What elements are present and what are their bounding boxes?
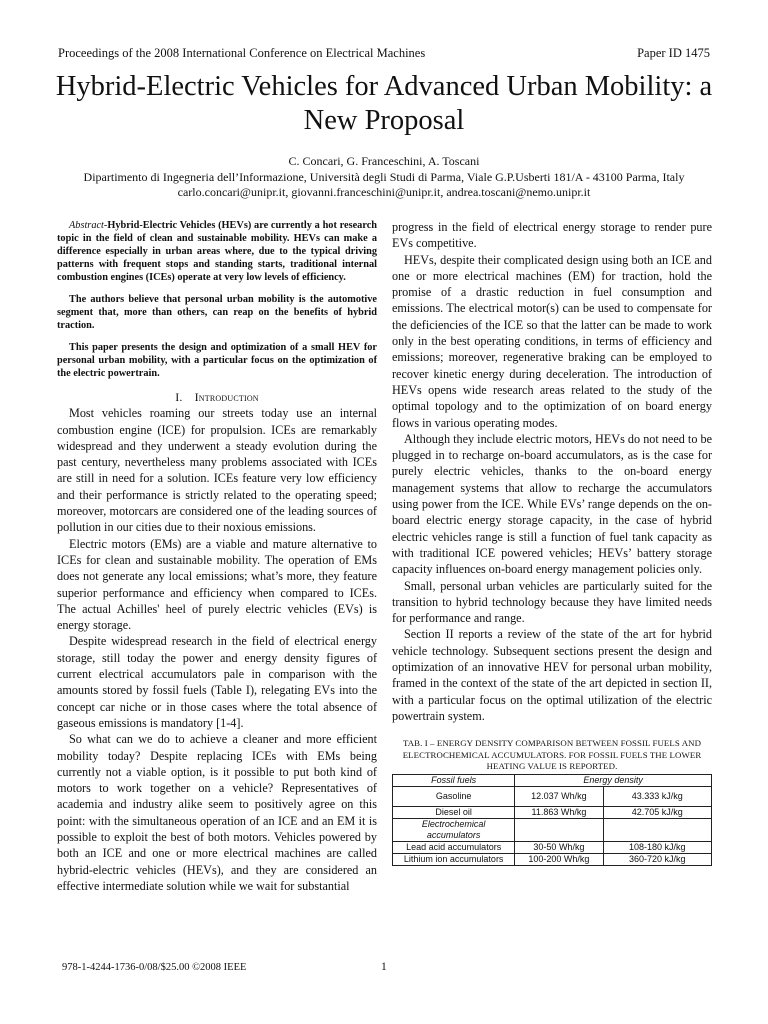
affiliation: Dipartimento di Ingegneria dell’Informazione, Università degli Studi di Parma, Viale G.P.Usberti 181/A - 43100 Parma, Italy xyxy=(83,170,685,184)
section-heading xyxy=(57,389,377,405)
table-header-row xyxy=(393,775,712,787)
paper-id: Paper ID 1475 xyxy=(637,46,710,60)
authors: C. Concari, G. Franceschini, A. Toscani xyxy=(288,154,480,168)
body-paragraph: Most vehicles roaming our streets today use an internal combustion engine (ICE) for propulsion. ICEs are remarkably widespread and they underwent a steady evolution during the past century, nevertheless many problems associated with ICEs are still in need for a solution. ICEs feature very low efficiency and their performance is strictly related to the operating speed; moreover, motorcars are considered one of the leading sources of pollution in our cities due to their noxious emissions. xyxy=(57,406,377,535)
abstract-paragraph: The authors believe that personal urban mobility is the automotive segment that, more than others, can reap on the benefits of hybrid traction. xyxy=(57,294,377,331)
right-column xyxy=(392,219,712,724)
table-cell: 100-200 Wh/kg xyxy=(515,854,603,866)
table-subheader-cell: Electrochemical accumulators xyxy=(393,819,515,842)
author-emails: carlo.concari@unipr.it, giovanni.franceschini@unipr.it, andrea.toscani@nemo.unipr.it xyxy=(177,185,591,199)
body-paragraph: Electric motors (EMs) are a viable and mature alternative to ICEs for clean and sustainable mobility. The operation of EMs does not generate any local emissions; what’s more, they feature superior performance and efficiency when compared to ICEs. The actual Achilles' heel of purely electric vehicles (EVs) is energy storage. xyxy=(57,536,377,633)
body-paragraph-continued: progress in the field of electrical energy storage to render pure EVs competitive. xyxy=(392,220,712,251)
copyright-footer: 978-1-4244-1736-0/08/$25.00 ©2008 IEEE xyxy=(62,962,247,973)
section-number: I. xyxy=(175,390,183,404)
table-subheader-row xyxy=(393,819,712,842)
abstract-label: Abstract- xyxy=(69,220,108,231)
proceedings-header: Proceedings of the 2008 International Conference on Electrical Machines xyxy=(58,46,426,60)
table-cell: 12.037 Wh/kg xyxy=(515,787,603,807)
body-paragraph: So what can we do to achieve a cleaner and more efficient mobility today? Despite replacing ICEs with EMs being currently not a viable option, is it possible to put both kind of motors to work together on a vehicle? Representatives of academia and industry alike seem to positively agree on this point: with the simultaneous operation of an ICE and an EM it is possible to exploit the best of both motors. Vehicles powered by both an ICE and one or more electrical machines are called hybrid-electric vehicles (HEVs), and they are considered an effective intermediate solution while we wait for substantial xyxy=(57,732,377,893)
table-row xyxy=(393,807,712,819)
body-paragraph: Section II reports a review of the state of the art for hybrid vehicle technology. Subsequent sections present the design and optimization of an innovative HEV for personal urban mobility, framed in the context of the state of the art depicted in section II, with a particular focus on the optimal utilization of the electric powertrain system. xyxy=(392,627,712,723)
table-header-cell: Fossil fuels xyxy=(393,775,515,787)
table-row xyxy=(393,787,712,807)
abstract-paragraph: Abstract-Hybrid-Electric Vehicles (HEVs) are currently a hot research topic in the field of clean and sustainable mobility. HEVs can make a difference especially in urban areas where, due to the typical driving patterns with frequent stops and standing starts, traditional internal combustion engines (ICEs) operate at very low levels of efficiency. xyxy=(57,220,377,283)
table-cell: 30-50 Wh/kg xyxy=(515,842,603,854)
table-cell: 42.705 kJ/kg xyxy=(603,807,711,819)
section-title: Introduction xyxy=(194,390,259,404)
table-header-cell: Energy density xyxy=(515,775,712,787)
abstract xyxy=(57,219,377,380)
table-row xyxy=(393,842,712,854)
table-cell xyxy=(603,819,711,842)
table-caption: TAB. I – ENERGY DENSITY COMPARISON BETWEEN FOSSIL FUELS AND ELECTROCHEMICAL ACCUMULATORS. FOR FOSSIL FUELS THE LOWER HEATING VALUE IS REPORTED. xyxy=(402,738,702,771)
abstract-paragraph: This paper presents the design and optimization of a small HEV for personal urban mobility, with a particular focus on the optimization of the electric powertrain. xyxy=(57,342,377,379)
body-paragraph: Small, personal urban vehicles are particularly suited for the transition to hybrid technology because they have limited needs for performance and range. xyxy=(392,578,712,626)
table-cell: Diesel oil xyxy=(393,807,515,819)
table-cell: 108-180 kJ/kg xyxy=(603,842,711,854)
table-cell: 11.863 Wh/kg xyxy=(515,807,603,819)
table-cell: 360-720 kJ/kg xyxy=(603,854,711,866)
paper-title: Hybrid-Electric Vehicles for Advanced Urban Mobility: a New Proposal xyxy=(55,71,713,136)
table-cell: Lead acid accumulators xyxy=(393,842,515,854)
body-paragraph: Although they include electric motors, HEVs do not need to be plugged in to recharge on-board accumulators, as is the case for purely electric vehicles, thanks to the on-board energy management systems that allow to recharge the accumulators using power from the ICE. While EVs’ range depends on the on-board electric energy storage capacity, in the case of hybrid electric vehicles range is still a function of fuel tank capacity as with traditional ICE powered vehicles; HEVs’ battery storage capacity influences on-board energy management policies only. xyxy=(392,431,712,577)
table-cell xyxy=(515,819,603,842)
body-paragraph: Despite widespread research in the field of electrical energy storage, still today the power and energy density figures of current electrical accumulators pale in comparison with the amounts stored by fossil fuels (Table I), relegating EVs into the concept car niche or in those cases where the total absence of gaseous emissions is mandatory [1-4]. xyxy=(57,634,377,730)
table-row xyxy=(393,854,712,866)
table-cell: Lithium ion accumulators xyxy=(393,854,515,866)
page-number: 1 xyxy=(381,961,387,973)
body-paragraph: HEVs, despite their complicated design using both an ICE and one or more electrical machines (EM) for traction, hold the promise of a drastic reduction in fuel consumption and emissions. The electrical motor(s) can be used to compensate for the deficiencies of the ICE so that the latter can be made to work only in the best operating conditions, in terms of efficiency and emissions; moreover, regenerative braking can be employed to recover kinetic energy during deceleration. The introduction of HEVs opens wide research areas related to the study of the optimal topology and to the optimization of on board energy flows in various operating modes. xyxy=(392,252,712,430)
left-column xyxy=(57,219,377,894)
table-cell: Gasoline xyxy=(393,787,515,807)
energy-density-table xyxy=(392,774,712,866)
table-cell: 43.333 kJ/kg xyxy=(603,787,711,807)
